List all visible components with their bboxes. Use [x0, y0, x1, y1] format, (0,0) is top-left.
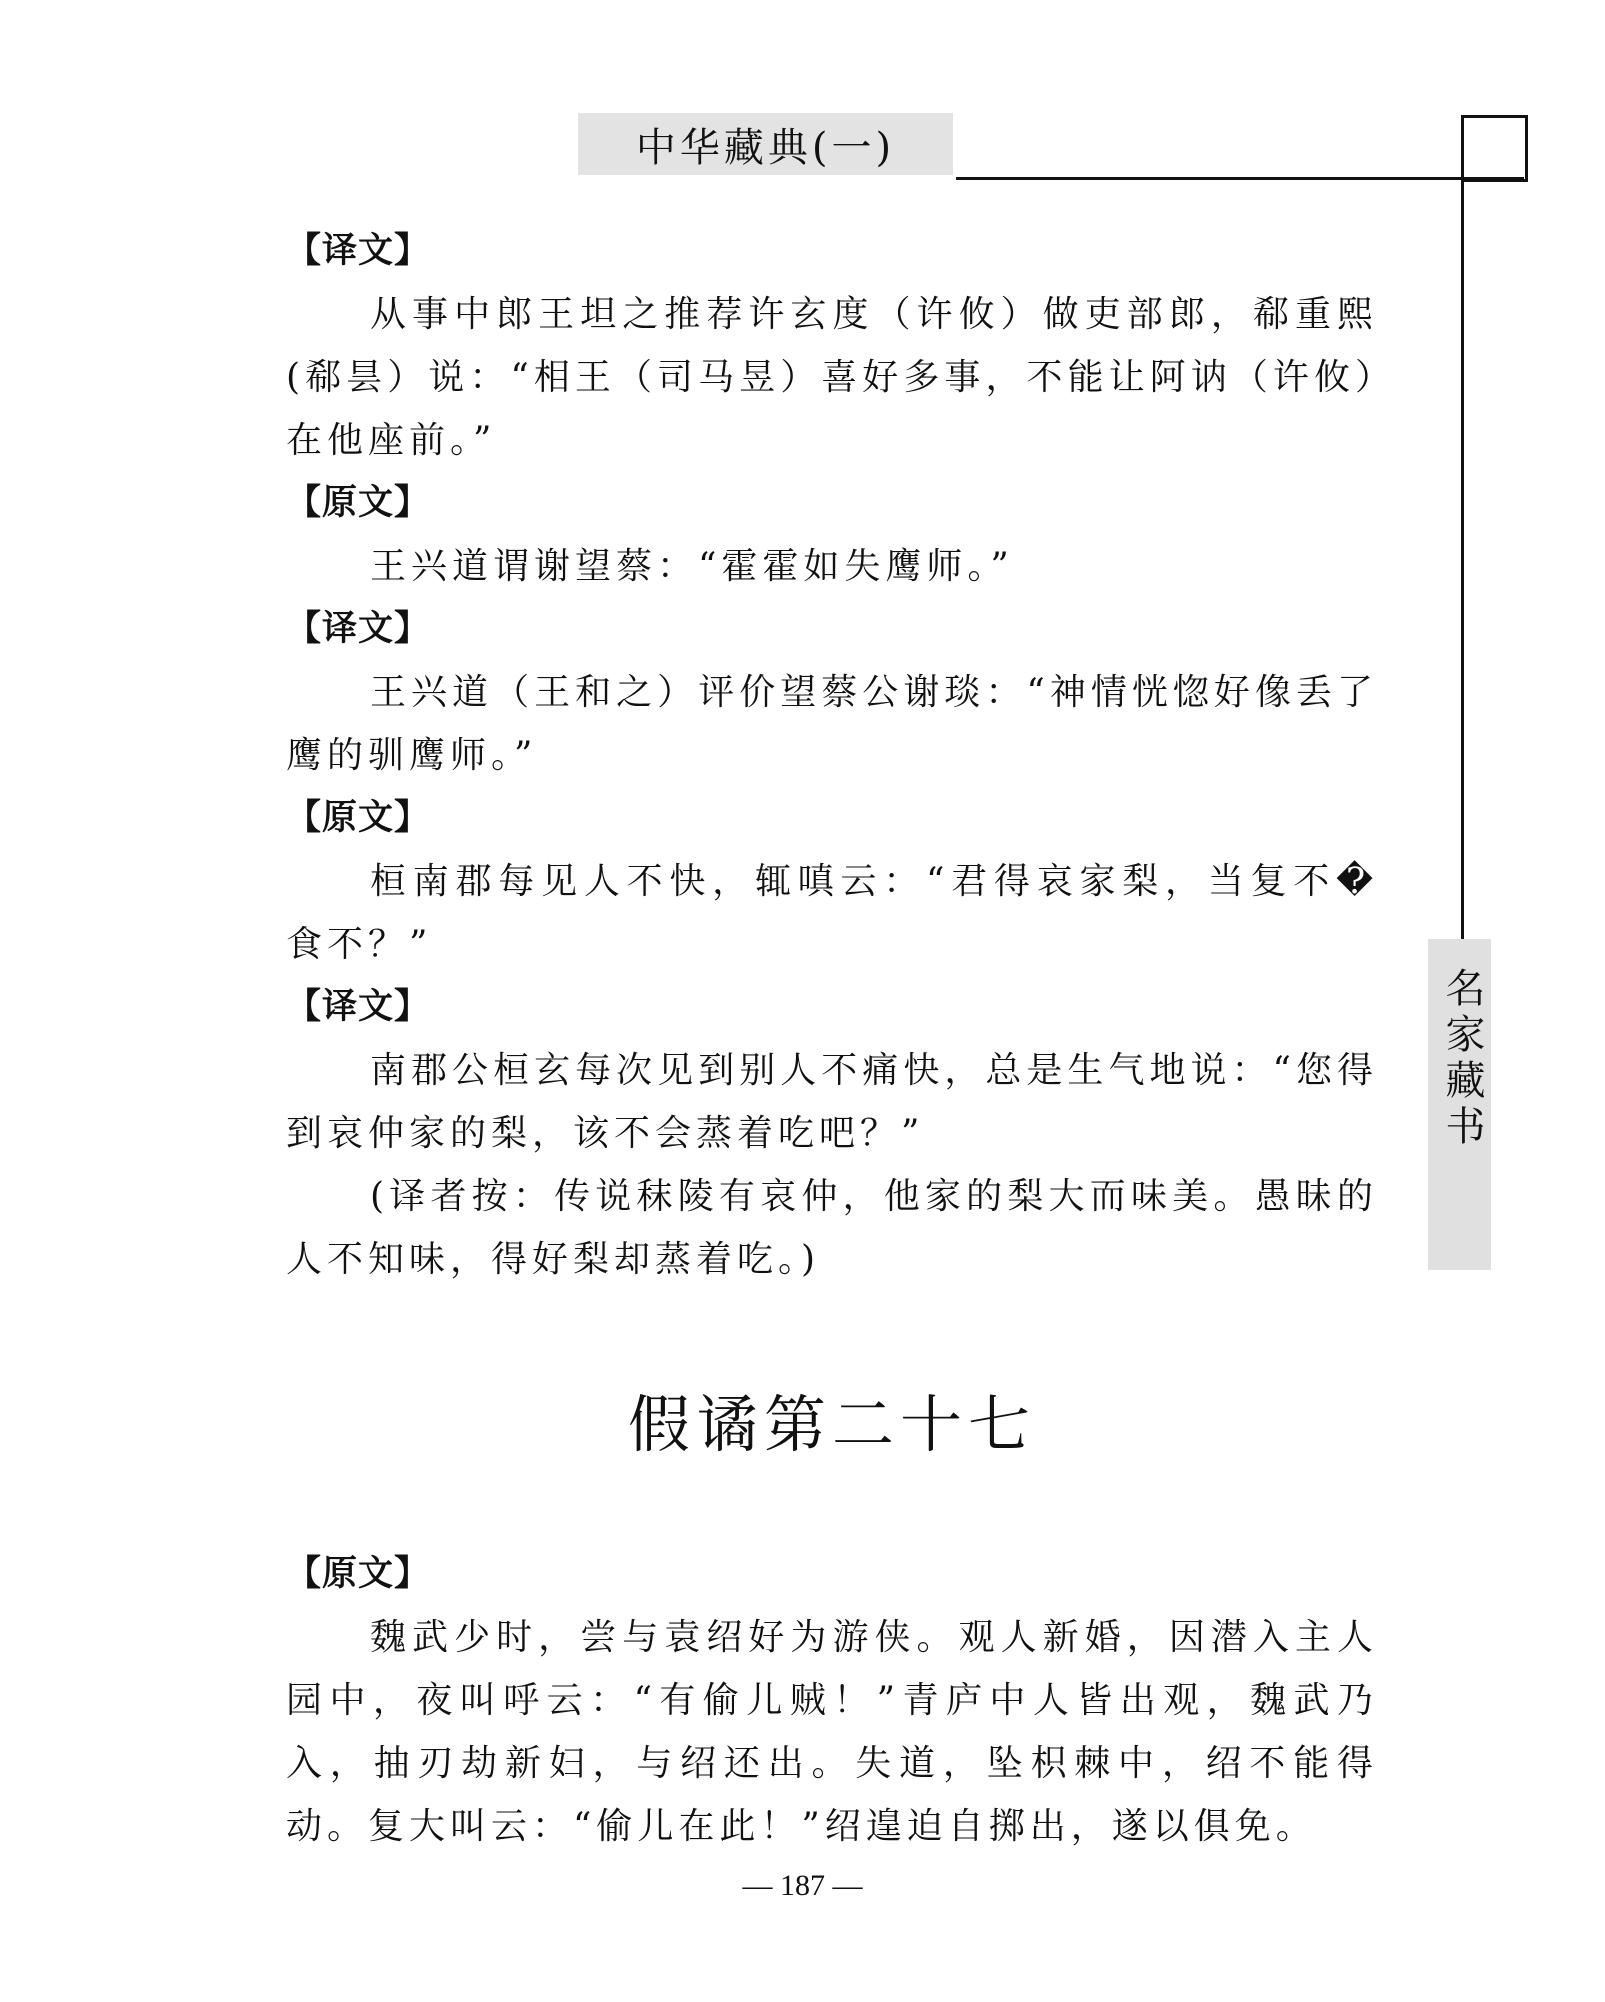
side-tab-label: 名家藏书 — [1439, 967, 1485, 1151]
section-label: 【原文】 — [286, 483, 431, 523]
section-label: 【原文】 — [286, 798, 431, 838]
paragraph: 魏武少时，尝与袁绍好为游侠。观人新婚，因潜入主人园中，夜叫呼云：“有偷儿贼！”青庐中人皆出观，魏武乃入，抽刃劫新妇，与绍还出。失道，坠枳棘中，绍不能得动。复大叫云：“偷儿在此！”绍遑迫自掷出，遂以俱免。 — [286, 1617, 1378, 1847]
paragraph: 南郡公桓玄每次见到别人不痛快，总是生气地说：“您得到哀仲家的梨，该不会蒸着吃吧？” — [286, 1050, 1378, 1154]
side-tab — [1428, 939, 1491, 1270]
section-label: 【原文】 — [286, 1554, 431, 1594]
section — [286, 1543, 1378, 1858]
paragraph: 桓南郡每见人不快，辄嗔云：“君得哀家梨，当复不�食不？” — [286, 861, 1378, 965]
translator-note: (译者按：传说秣陵有哀仲，他家的梨大而味美。愚昧的人不知味，得好梨却蒸着吃。) — [286, 1176, 1378, 1280]
side-rule — [1461, 115, 1464, 939]
corner-frame — [1461, 115, 1528, 182]
body-text-bottom — [286, 1543, 1378, 1858]
section — [286, 472, 1378, 598]
chapter-title: 假谲第二十七 — [627, 1388, 1036, 1461]
section-label: 【译文】 — [286, 609, 431, 649]
running-header — [578, 113, 953, 175]
book-title: 中华藏典(一) — [635, 124, 896, 171]
section — [286, 787, 1378, 976]
section — [286, 598, 1378, 787]
paragraph: 王兴道谓谢望蔡：“霍霍如失鹰师。” — [370, 546, 1014, 587]
paragraph: 从事中郎王坦之推荐许玄度（许攸）做吏部郎，郗重熙(郗昙）说：“相王（司马昱）喜好多事，不能让阿讷（许攸）在他座前。” — [286, 294, 1378, 461]
section-label: 【译文】 — [286, 987, 431, 1027]
page-number: — 187 — — [742, 1869, 863, 1902]
section — [286, 220, 1378, 472]
body-text-top — [286, 220, 1378, 1291]
section-label: 【译文】 — [286, 231, 431, 271]
paragraph: 王兴道（王和之）评价望蔡公谢琰：“神情恍惚好像丢了鹰的驯鹰师。” — [286, 672, 1378, 776]
section — [286, 976, 1378, 1291]
header-rule — [956, 177, 1524, 180]
